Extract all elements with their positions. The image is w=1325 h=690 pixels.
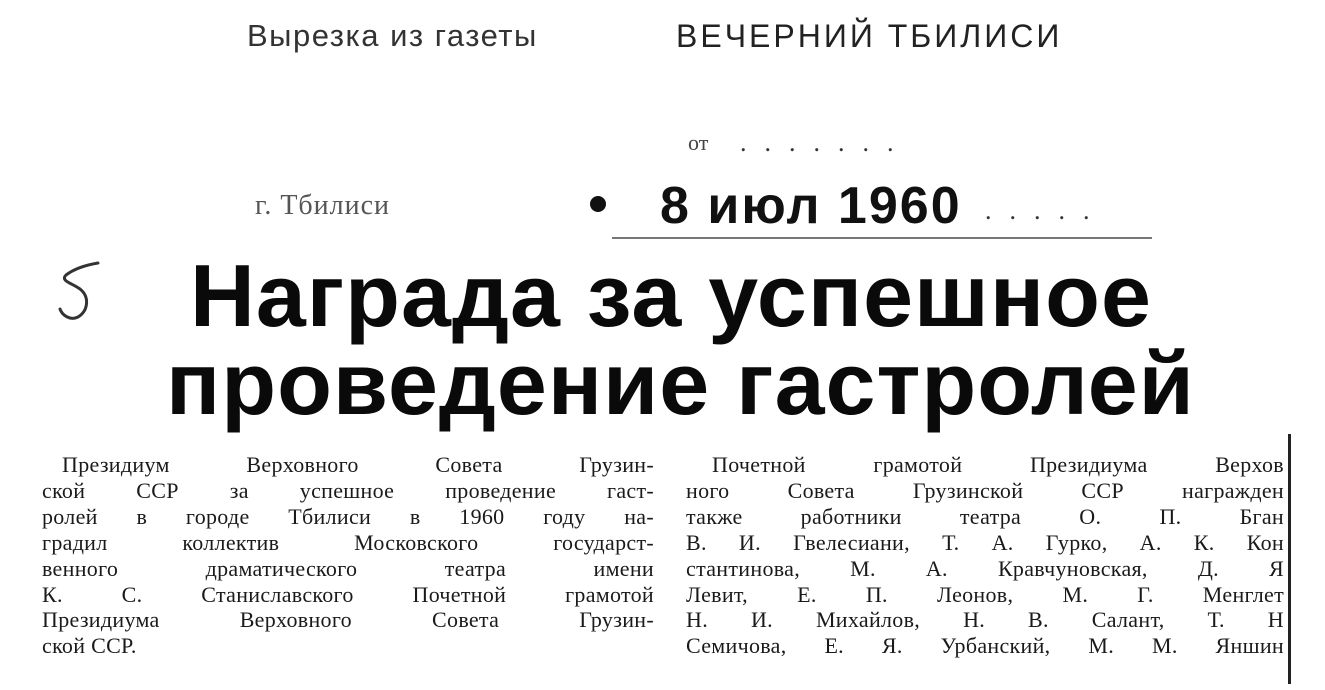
article-column-left xyxy=(42,452,654,659)
text-line: ного Совета Грузинской ССР награжден xyxy=(686,477,1284,503)
text-line: Левит, Е. П. Леонов, М. Г. Менглет xyxy=(686,581,1284,607)
city-label: г. Тбилиси xyxy=(255,190,391,221)
date-fill-dots: ....... xyxy=(740,128,912,157)
handwritten-mark-icon xyxy=(50,255,110,325)
text-line: Семичова, Е. Я. Урбанский, М. М. Яншин xyxy=(686,633,1284,659)
text-line: ролей в городе Тбилиси в 1960 году на- xyxy=(42,503,654,529)
newspaper-name: ВЕЧЕРНИЙ ТБИЛИСИ xyxy=(676,18,1063,54)
text-line: градил коллектив Московского государст- xyxy=(42,529,654,555)
stamp-underline xyxy=(612,237,1152,239)
date-from-label: от xyxy=(688,130,709,155)
headline-line-1: Награда за успешное xyxy=(190,246,1152,345)
text-line: Президиума Верховного Совета Грузин- xyxy=(42,607,654,633)
text-line: стантинова, М. А. Кравчуновская, Д. Я xyxy=(686,555,1284,581)
date-stamp: 8 июл 1960 xyxy=(660,177,962,235)
text-line: также работники театра О. П. Бган xyxy=(686,503,1284,529)
article-column-right xyxy=(686,452,1284,659)
clipping-label: Вырезка из газеты xyxy=(247,18,538,53)
text-line: ской ССР. xyxy=(42,633,137,659)
text-line: Почетной грамотой Президиума Верхов xyxy=(712,452,1284,477)
clipping-edge-line xyxy=(1288,434,1291,684)
text-line: К. С. Станиславского Почетной грамотой xyxy=(42,581,654,607)
text-line: В. И. Гвелесиани, Т. А. Гурко, А. К. Кон xyxy=(686,529,1284,555)
text-line: Н. И. Михайлов, Н. В. Салант, Т. Н xyxy=(686,607,1284,633)
date-fill-dots-2: ..... xyxy=(985,196,1108,225)
text-line: Президиум Верховного Совета Грузин- xyxy=(62,452,654,477)
headline-line-2: проведение гастролей xyxy=(166,334,1195,433)
text-line: венного драматического театра имени xyxy=(42,555,654,581)
bullet-mark xyxy=(590,196,606,212)
text-line: ской ССР за успешное проведение гаст- xyxy=(42,477,654,503)
